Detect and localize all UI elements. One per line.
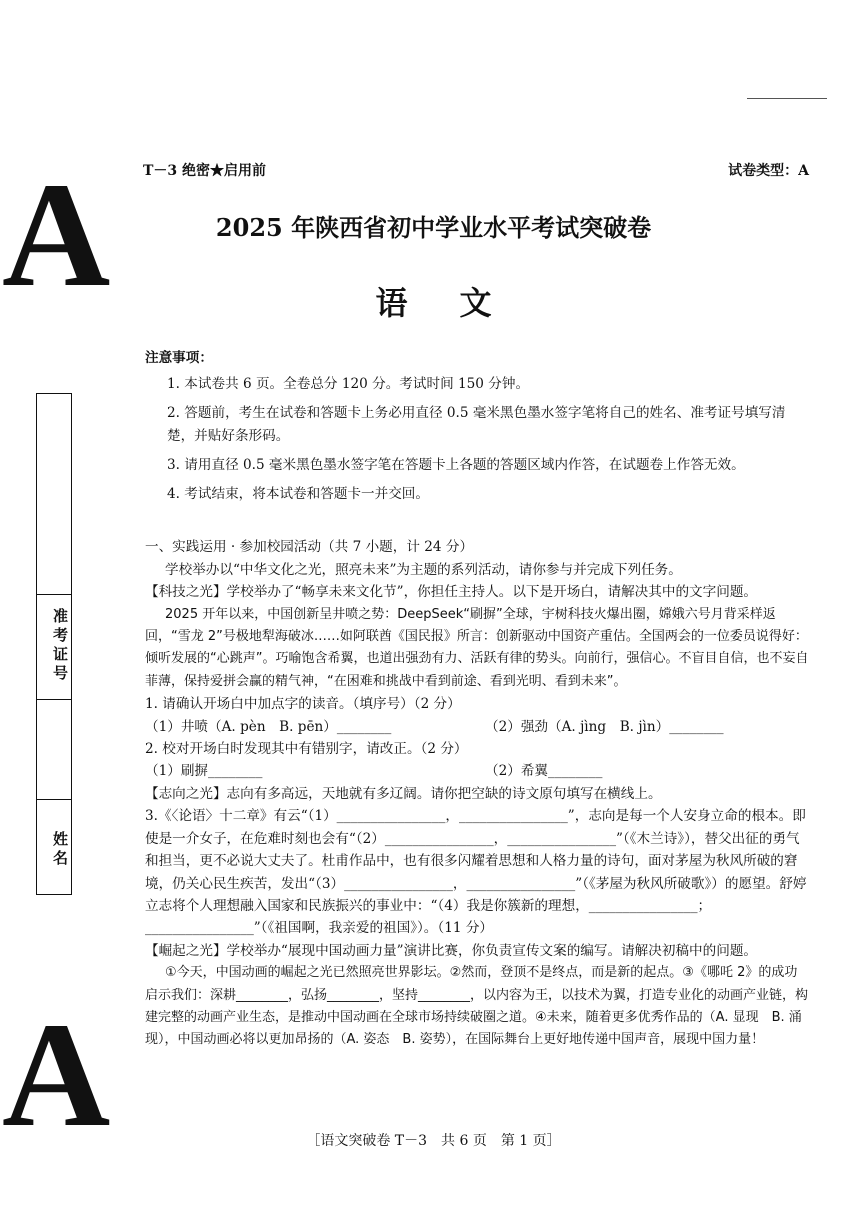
tech-intro: 【科技之光】学校举办了“畅享未来文化节”，你担任主持人。以下是开场白，请解决其中的文字问题。 (145, 584, 758, 601)
question-1-option-b: （2）强劲（A. jìng B. jìn）________ (485, 718, 724, 735)
aspire-intro: 【志向之光】志向有多高远，天地就有多辽阔。请你把空缺的诗文原句填写在横线上。 (145, 785, 662, 802)
section-intro: 学校举办以“中华文化之光，照亮未来”为主题的系列活动，请你参与并完成下列任务。 (165, 561, 682, 578)
scan-mark (747, 98, 827, 99)
notice-item-2: 2. 答题前，考生在试卷和答题卡上务必用直径 0.5 毫米黑色墨水签字笔将自己的姓名、准考证号填写清楚，并贴好条形码。 (167, 405, 786, 445)
notice-heading: 注意事项： (145, 350, 213, 366)
name-label: 姓名 (51, 831, 69, 869)
draft-passage: ①今天，中国动画的崛起之光已然照亮世界影坛。②然而，登顶不是终点，而是新的起点。③《哪吒 2》的成功启示我们：深耕________，弘扬________，坚持________，以内容为王，以技术为翼，打造专业化的动画产业链，构建完整的动画产业生态，是推动中国动画在全球市场持续破圈之道。④未来，随着更多优秀作品的（A. 显现 B. 涌现），中国动画必将以更加昂扬的（A. 姿态 B. 姿势），在国际舞台上更好地传递中国声音，展现中国力量！ (145, 965, 809, 1048)
question-1-option-a: （1）井喷（A. pèn B. pēn）________ (145, 718, 392, 735)
exam-id-label: 准考证号 (51, 608, 69, 684)
question-1-stem: 1. 请确认开场白中加点字的读音。（填序号）（2 分） (145, 696, 461, 713)
info-box-divider (37, 699, 71, 700)
watermark-letter-top: A (2, 152, 111, 318)
opening-passage: 2025 开年以来，中国创新呈井喷之势：DeepSeek“刷摒”全球，宇树科技火爆出圈，嫦娥六号月背采样返回，“雪龙 2”号极地犁海破冰……如阿联酋《国民报》所言：创新驱动中国资产重估。全国两会的一位委员说得好：倾听发展的“心跳声”。巧喻饱含希翼，也道出强劲有力、活跃有律的势头。向前行，强信心。不盲目自信，也不妄自菲薄，保持爱拼会赢的精气神，“在困难和挑战中看到前途、看到光明、看到未来”。 (145, 606, 809, 689)
question-2-stem: 2. 校对开场白时发现其中有错别字，请改正。（2 分） (145, 741, 468, 758)
candidate-info-box (36, 393, 72, 895)
notice-item-3: 3. 请用直径 0.5 毫米黑色墨水签字笔在答题卡上各题的答题区域内作答，在试题卷上作答无效。 (167, 457, 745, 474)
question-3: 3.《〈论语〉十二章》有云“（1）________________，________________”，志向是每一个人安身立命的根本。即使是一介女子，在危难时刻也会有“（2）________________，________________”（《木兰诗》），替父出征的勇气和担当，更不必说大丈夫了。杜甫作品中，也有很多闪耀着思想和人格力量的诗句，面对茅屋为秋风所破的窘境，仍关心民生疾苦，发出“（3）________________，________________”（《茅屋为秋风所破歌》）的愿望。舒婷立志将个人理想融入国家和民族振兴的事业中：“（4）我是你簇新的理想，________________；________________”（《祖国啊，我亲爱的祖国》）。（11 分） (145, 808, 807, 937)
notice-item-4: 4. 考试结束，将本试卷和答题卡一并交回。 (167, 486, 429, 503)
info-box-divider (37, 594, 71, 595)
header-left: T－3 绝密★启用前 (143, 163, 267, 179)
section-heading: 一、实践运用 · 参加校园活动（共 7 小题，计 24 分） (145, 539, 474, 556)
page-title: 2025 年陕西省初中学业水平考试突破卷 (215, 213, 652, 242)
question-2-item-a: （1）刷摒________ (145, 763, 263, 780)
question-2-options (145, 760, 810, 782)
page-footer: ［语文突破卷 T－3 共 6 页 第 1 页］ (306, 1133, 561, 1149)
info-box-divider (37, 799, 71, 800)
header-right: 试卷类型：A (728, 163, 809, 179)
question-1-options (145, 716, 810, 738)
watermark-letter-bottom: A (2, 992, 111, 1158)
exam-content (145, 347, 810, 1052)
rise-intro: 【崛起之光】学校举办“展现中国动画力量”演讲比赛，你负责宣传文案的编写。请解决初稿中的问题。 (145, 942, 758, 959)
notice-item-1: 1. 本试卷共 6 页。全卷总分 120 分。考试时间 150 分钟。 (167, 376, 530, 393)
subject-title: 语文 (375, 284, 544, 322)
question-2-item-b: （2）希翼________ (485, 763, 603, 780)
